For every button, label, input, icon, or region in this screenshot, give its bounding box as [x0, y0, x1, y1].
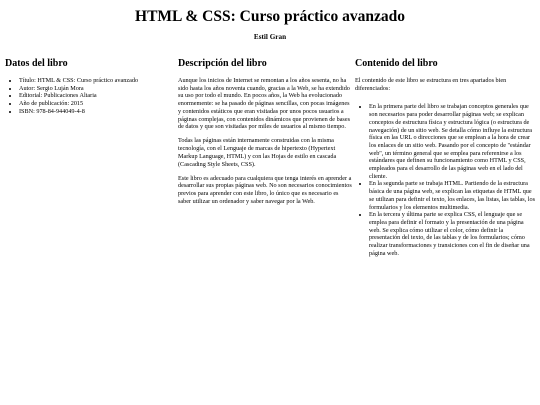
datos-list — [5, 77, 173, 116]
datos-heading: Datos del libro — [5, 58, 68, 69]
contenido-list — [355, 103, 535, 257]
contenido-item-primera-parte: • En la primera parte del libro se trabajan conceptos generales que son necesarios para poder desarrollar páginas web; se explican conceptos de estructura física y estructura lógica (o estructura de navegación) de un sitio web. Se detalla cómo influye la estructura física en las URL o direcciones que se emplean a la hora de crear los enlaces de un sitio web. Pasando por el concepto de "estándar web", un término general que se emplea para referenirse a los estándares que definen su funcionamiento como HTML y CSS, empleados para el desarrollo de las páginas web en el lado del cliente. — [369, 103, 535, 180]
descripcion-section — [178, 58, 353, 212]
datos-item-titulo: • Título: HTML & CSS: Curso práctico avanzado — [19, 77, 173, 85]
contenido-heading: Contenido del libro — [355, 58, 438, 69]
datos-item-editorial: • Editorial: Publicaciones Altaria — [19, 92, 173, 100]
contenido-intro: El contenido de este libro se estructura en tres apartados bien diferenciados: — [355, 77, 507, 92]
datos-section — [5, 58, 173, 121]
descripcion-paragraph: Aunque los inicios de Internet se remontan a los años sesenta, no ha sido hasta los años noventa cuando, gracias a la Web, se ha extendido su uso por todo el mundo. En pocos años, la Web ha evolucionado enormemente: se ha pasado de páginas sencillas, con pocas imágenes y contenidos estáticos que eran visitadas por unos pocos usuarios a páginas complejas, con contenidos dinámicos que provienen de bases de datos y que son visitadas por miles de usuarios al mismo tiempo. — [178, 77, 350, 131]
descripcion-heading: Descripción del libro — [178, 58, 267, 69]
page-subtitle: Estil Gran — [253, 33, 287, 41]
page-title: HTML & CSS: Curso práctico avanzado — [135, 8, 405, 25]
datos-item-anio: • Año de publicación: 2015 — [19, 100, 173, 108]
descripcion-paragraph: Todas las páginas están internamente construidas con la misma tecnología, con el Lenguaje de marcas de hipertexto (Hypertext Markup Language, HTML) y con las Hojas de estilo en cascada (Cascading Style Sheets, CSS). — [178, 137, 337, 168]
contenido-section — [355, 58, 535, 262]
contenido-item-segunda-parte: • En la segunda parte se trabaja HTML. Partiendo de la estructura básica de una página web, se explican las etiquetas de HTML que se utilizan para definir el texto, los enlaces, las listas, las tablas, los formularios y los elementos multimedia. — [369, 180, 535, 211]
descripcion-paragraph: Este libro es adecuado para cualquiera que tenga interés en aprender a desarrollar sus propias páginas web. No son necesarios conocimientos previos para aprender con este libro, lo único que es necesario es saber utilizar un ordenador y saber navegar por la Web. — [178, 174, 352, 205]
datos-item-isbn: • ISBN: 978-84-944049-4-8 — [19, 108, 173, 116]
contenido-item-tercera-parte: • En la tercera y última parte se explica CSS, el lenguaje que se emplea para definir el formato y la presentación de una página web. Se explica cómo utilizar el color, cómo definir la presentación del texto, de las tablas y de los formularios; cómo realizar transformaciones y transiciones con el fin de diseñar una página web. — [369, 211, 535, 257]
datos-item-autor: • Autor: Sergio Luján Mora — [19, 85, 173, 93]
